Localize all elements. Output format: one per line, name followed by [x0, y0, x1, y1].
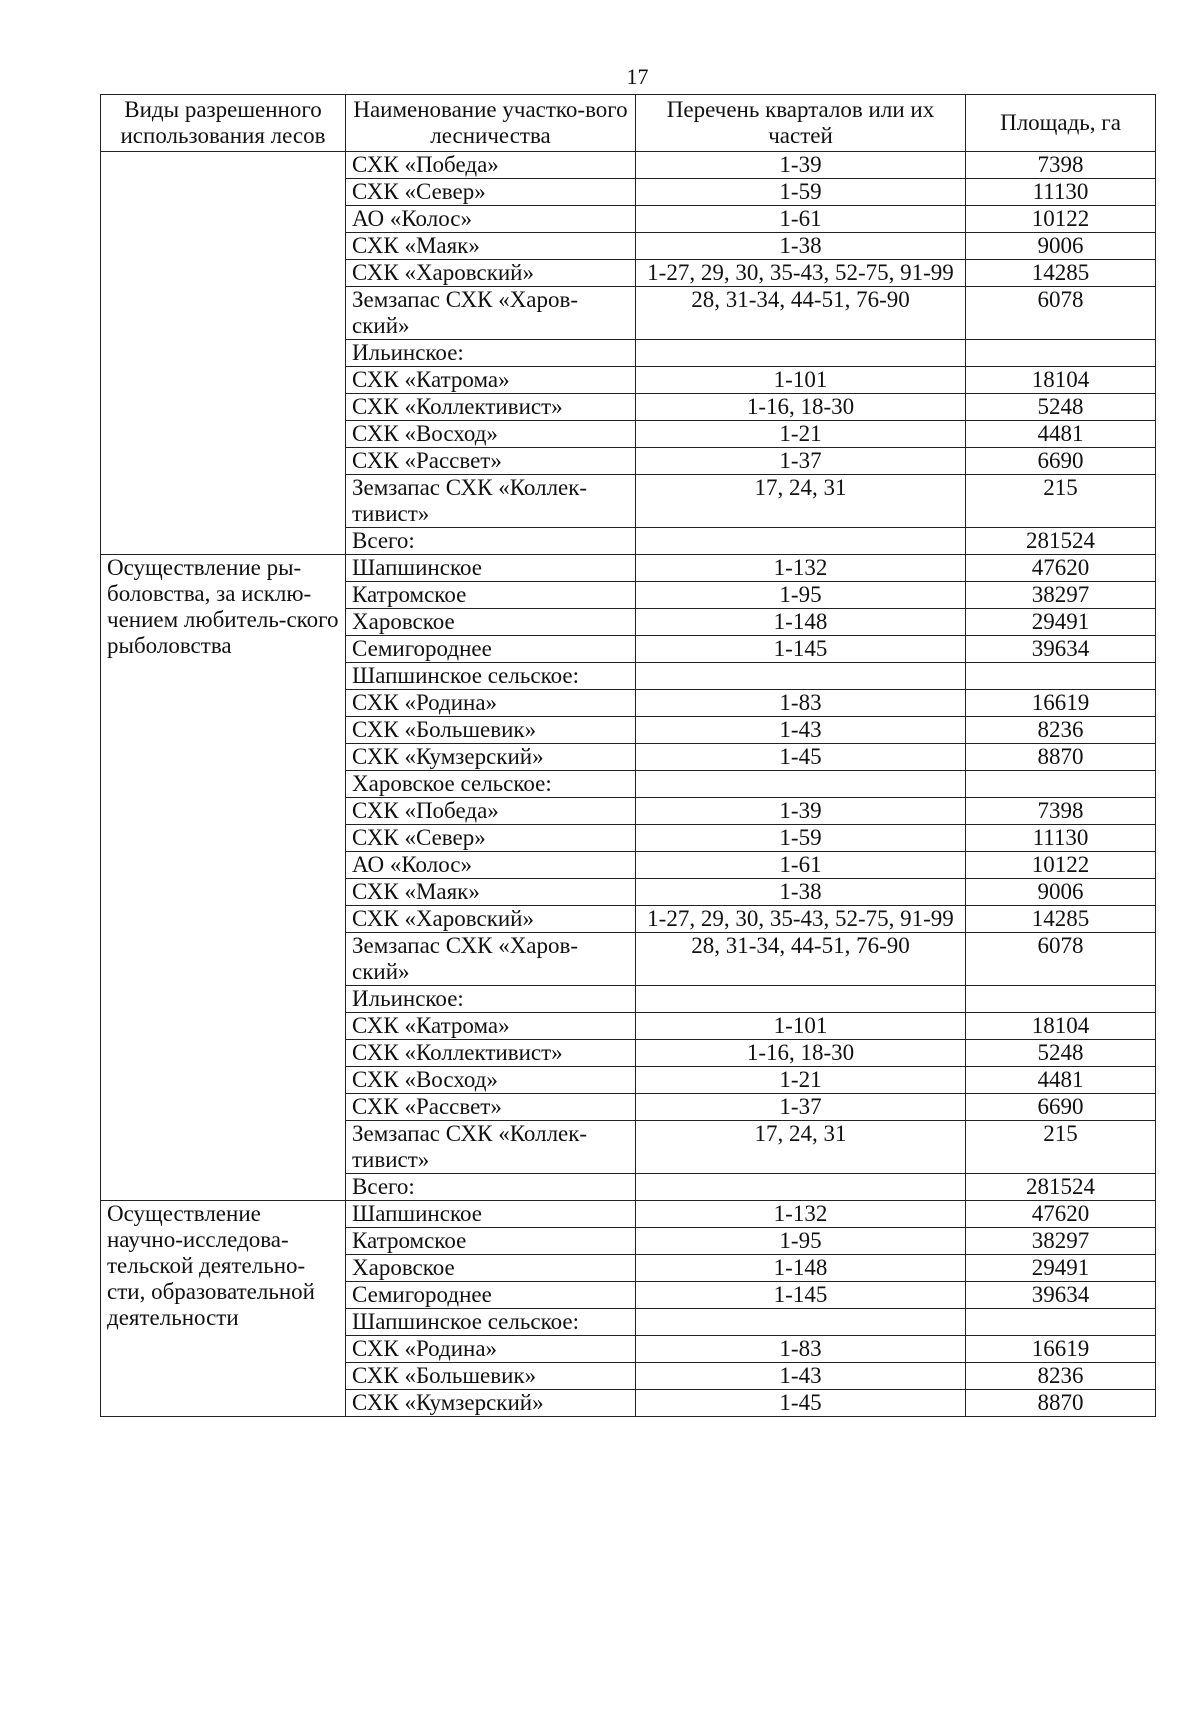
forestry-name-cell: СХК «Маяк»	[346, 879, 636, 906]
forestry-name-cell: СХК «Харовский»	[346, 906, 636, 933]
area-cell: 29491	[966, 1255, 1156, 1282]
area-cell: 16619	[966, 690, 1156, 717]
quarters-cell: 1-59	[636, 179, 966, 206]
forestry-name-cell: СХК «Победа»	[346, 152, 636, 179]
forestry-name-cell: СХК «Рассвет»	[346, 1094, 636, 1121]
header-use-type: Виды разрешенного использования лесов	[101, 95, 346, 152]
quarters-cell: 1-61	[636, 206, 966, 233]
area-cell: 39634	[966, 1282, 1156, 1309]
quarters-cell: 1-95	[636, 1228, 966, 1255]
area-cell: 10122	[966, 852, 1156, 879]
area-cell: 11130	[966, 179, 1156, 206]
use-type-cell: Осуществление ры-боловства, за исклю-чением любитель-ского рыболовства	[101, 555, 346, 1201]
area-cell: 29491	[966, 609, 1156, 636]
forestry-name-cell: Харовское	[346, 609, 636, 636]
table-row	[101, 152, 1156, 179]
quarters-cell	[636, 528, 966, 555]
forestry-name-cell: СХК «Катрома»	[346, 1013, 636, 1040]
forestry-name-cell: СХК «Харовский»	[346, 260, 636, 287]
area-cell: 16619	[966, 1336, 1156, 1363]
area-cell: 8236	[966, 1363, 1156, 1390]
area-cell: 4481	[966, 421, 1156, 448]
area-cell: 5248	[966, 1040, 1156, 1067]
area-cell: 38297	[966, 1228, 1156, 1255]
area-cell: 10122	[966, 206, 1156, 233]
forestry-name-cell: СХК «Победа»	[346, 798, 636, 825]
forestry-name-cell: СХК «Восход»	[346, 421, 636, 448]
forestry-name-cell: Земзапас СХК «Харов-ский»	[346, 933, 636, 986]
area-cell: 11130	[966, 825, 1156, 852]
use-type-cell: Осуществление научно-исследова-тельской деятельно-сти, образовательной деятельности	[101, 1201, 346, 1417]
forestry-name-cell: Катромское	[346, 1228, 636, 1255]
quarters-cell: 1-37	[636, 1094, 966, 1121]
quarters-cell	[636, 340, 966, 367]
area-cell: 215	[966, 1121, 1156, 1174]
area-cell	[966, 663, 1156, 690]
quarters-cell: 1-21	[636, 421, 966, 448]
area-cell: 14285	[966, 906, 1156, 933]
area-cell: 281524	[966, 528, 1156, 555]
quarters-cell: 1-145	[636, 636, 966, 663]
area-cell: 39634	[966, 636, 1156, 663]
forestry-name-cell: СХК «Коллективист»	[346, 1040, 636, 1067]
quarters-cell: 1-61	[636, 852, 966, 879]
quarters-cell: 1-39	[636, 152, 966, 179]
forestry-name-cell: Семигороднее	[346, 636, 636, 663]
area-cell: 7398	[966, 152, 1156, 179]
quarters-cell: 1-16, 18-30	[636, 394, 966, 421]
forestry-name-cell: Земзапас СХК «Коллек-тивист»	[346, 1121, 636, 1174]
quarters-cell: 1-43	[636, 717, 966, 744]
forestry-name-cell: СХК «Большевик»	[346, 717, 636, 744]
area-cell: 6078	[966, 933, 1156, 986]
forestry-name-cell: АО «Колос»	[346, 852, 636, 879]
quarters-cell	[636, 1309, 966, 1336]
quarters-cell: 1-83	[636, 1336, 966, 1363]
quarters-cell: 1-145	[636, 1282, 966, 1309]
forestry-name-cell: Харовское сельское:	[346, 771, 636, 798]
quarters-cell: 1-83	[636, 690, 966, 717]
forestry-name-cell: СХК «Рассвет»	[346, 448, 636, 475]
header-forestry-name: Наименование участко-вого лесничества	[346, 95, 636, 152]
forestry-name-cell: Семигороднее	[346, 1282, 636, 1309]
table-body	[101, 152, 1156, 1417]
quarters-cell	[636, 663, 966, 690]
area-cell	[966, 340, 1156, 367]
area-cell: 18104	[966, 1013, 1156, 1040]
forestry-name-cell: СХК «Родина»	[346, 690, 636, 717]
quarters-cell	[636, 1174, 966, 1201]
area-cell: 8870	[966, 1390, 1156, 1417]
area-cell: 6078	[966, 287, 1156, 340]
quarters-cell: 1-38	[636, 879, 966, 906]
area-cell: 7398	[966, 798, 1156, 825]
forestry-name-cell: СХК «Большевик»	[346, 1363, 636, 1390]
area-cell	[966, 1309, 1156, 1336]
quarters-cell: 1-132	[636, 1201, 966, 1228]
area-cell: 8236	[966, 717, 1156, 744]
forestry-name-cell: СХК «Север»	[346, 825, 636, 852]
quarters-cell: 1-45	[636, 1390, 966, 1417]
forestry-name-cell: СХК «Кумзерский»	[346, 1390, 636, 1417]
quarters-cell: 1-148	[636, 1255, 966, 1282]
area-cell: 9006	[966, 879, 1156, 906]
area-cell: 47620	[966, 1201, 1156, 1228]
forestry-name-cell: Земзапас СХК «Харов-ский»	[346, 287, 636, 340]
forestry-name-cell: Ильинское:	[346, 340, 636, 367]
forestry-name-cell: Земзапас СХК «Коллек-тивист»	[346, 475, 636, 528]
table-row	[101, 555, 1156, 582]
use-type-cell	[101, 152, 346, 555]
area-cell: 38297	[966, 582, 1156, 609]
quarters-cell: 1-101	[636, 1013, 966, 1040]
area-cell: 4481	[966, 1067, 1156, 1094]
quarters-cell: 1-27, 29, 30, 35-43, 52-75, 91-99	[636, 906, 966, 933]
area-cell: 281524	[966, 1174, 1156, 1201]
table-row	[101, 1201, 1156, 1228]
area-cell: 6690	[966, 1094, 1156, 1121]
quarters-cell: 1-39	[636, 798, 966, 825]
area-cell: 18104	[966, 367, 1156, 394]
quarters-cell: 1-95	[636, 582, 966, 609]
quarters-cell: 1-132	[636, 555, 966, 582]
quarters-cell: 1-148	[636, 609, 966, 636]
forestry-name-cell: Ильинское:	[346, 986, 636, 1013]
forestry-name-cell: СХК «Коллективист»	[346, 394, 636, 421]
area-cell: 215	[966, 475, 1156, 528]
quarters-cell: 1-43	[636, 1363, 966, 1390]
forestry-name-cell: СХК «Север»	[346, 179, 636, 206]
quarters-cell: 1-38	[636, 233, 966, 260]
area-cell: 9006	[966, 233, 1156, 260]
quarters-cell: 28, 31-34, 44-51, 76-90	[636, 933, 966, 986]
forestry-name-cell: Шапшинское сельское:	[346, 1309, 636, 1336]
quarters-cell: 1-27, 29, 30, 35-43, 52-75, 91-99	[636, 260, 966, 287]
area-cell: 47620	[966, 555, 1156, 582]
forestry-name-cell: АО «Колос»	[346, 206, 636, 233]
quarters-cell: 17, 24, 31	[636, 1121, 966, 1174]
quarters-cell: 1-37	[636, 448, 966, 475]
forestry-name-cell: СХК «Родина»	[346, 1336, 636, 1363]
area-cell: 8870	[966, 744, 1156, 771]
quarters-cell: 1-21	[636, 1067, 966, 1094]
area-cell: 5248	[966, 394, 1156, 421]
area-cell	[966, 771, 1156, 798]
quarters-cell: 1-101	[636, 367, 966, 394]
quarters-cell	[636, 986, 966, 1013]
quarters-cell: 1-59	[636, 825, 966, 852]
forestry-name-cell: СХК «Кумзерский»	[346, 744, 636, 771]
page-number: 17	[626, 64, 649, 89]
quarters-cell: 1-45	[636, 744, 966, 771]
forestry-name-cell: Шапшинское	[346, 555, 636, 582]
area-cell	[966, 986, 1156, 1013]
area-cell: 6690	[966, 448, 1156, 475]
quarters-cell: 1-16, 18-30	[636, 1040, 966, 1067]
forestry-name-cell: СХК «Маяк»	[346, 233, 636, 260]
forestry-name-cell: Шапшинское	[346, 1201, 636, 1228]
forestry-name-cell: Катромское	[346, 582, 636, 609]
forest-use-table	[100, 94, 1156, 1417]
area-cell: 14285	[966, 260, 1156, 287]
table-header-row	[101, 95, 1156, 152]
forestry-name-cell: СХК «Восход»	[346, 1067, 636, 1094]
header-area: Площадь, га	[966, 95, 1156, 152]
forestry-name-cell: Харовское	[346, 1255, 636, 1282]
quarters-cell	[636, 771, 966, 798]
forestry-name-cell: Всего:	[346, 528, 636, 555]
forestry-name-cell: Всего:	[346, 1174, 636, 1201]
quarters-cell: 17, 24, 31	[636, 475, 966, 528]
header-quarters: Перечень кварталов или их частей	[636, 95, 966, 152]
forestry-name-cell: СХК «Катрома»	[346, 367, 636, 394]
forestry-name-cell: Шапшинское сельское:	[346, 663, 636, 690]
quarters-cell: 28, 31-34, 44-51, 76-90	[636, 287, 966, 340]
